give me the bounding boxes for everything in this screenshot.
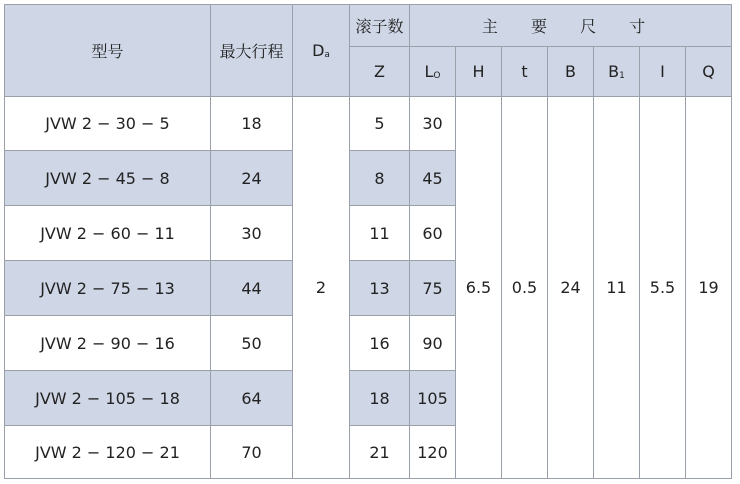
cell-z: 11 <box>350 206 410 261</box>
cell-stroke: 18 <box>211 97 293 151</box>
header-q: Q <box>686 47 732 97</box>
cell-stroke: 44 <box>211 261 293 316</box>
header-model: 型号 <box>5 5 211 97</box>
header-z: Z <box>350 47 410 97</box>
table-row <box>5 97 732 151</box>
header-roller-count: 滚子数 <box>350 5 410 47</box>
cell-model: JVW 2 − 75 − 13 <box>5 261 211 316</box>
cell-da: 2 <box>293 97 350 479</box>
cell-model: JVW 2 − 60 − 11 <box>5 206 211 261</box>
header-da-sub: a <box>324 50 330 60</box>
cell-stroke: 30 <box>211 206 293 261</box>
header-main-dims <box>410 5 732 47</box>
cell-model: JVW 2 − 45 − 8 <box>5 151 211 206</box>
header-main-dims-label: 主 要 尺 寸 <box>481 17 660 36</box>
cell-l0: 60 <box>410 206 456 261</box>
cell-l0: 45 <box>410 151 456 206</box>
header-b: B <box>548 47 594 97</box>
cell-l0: 90 <box>410 316 456 371</box>
cell-l0: 120 <box>410 426 456 479</box>
cell-t: 0.5 <box>502 97 548 479</box>
header-b1 <box>594 47 640 97</box>
header-b1-sub: 1 <box>619 71 625 81</box>
cell-stroke: 24 <box>211 151 293 206</box>
cell-z: 21 <box>350 426 410 479</box>
cell-b1: 11 <box>594 97 640 479</box>
cell-model: JVW 2 − 30 − 5 <box>5 97 211 151</box>
header-max-stroke: 最大行程 <box>211 5 293 97</box>
header-da-base: D <box>312 41 325 60</box>
spec-table <box>4 4 732 479</box>
cell-z: 18 <box>350 371 410 426</box>
cell-model: JVW 2 − 120 − 21 <box>5 426 211 479</box>
cell-i: 5.5 <box>640 97 686 479</box>
header-l0-sub: O <box>433 71 441 81</box>
cell-z: 16 <box>350 316 410 371</box>
header-l0-base: L <box>424 62 434 81</box>
cell-l0: 75 <box>410 261 456 316</box>
cell-stroke: 70 <box>211 426 293 479</box>
cell-z: 13 <box>350 261 410 316</box>
cell-stroke: 64 <box>211 371 293 426</box>
cell-l0: 30 <box>410 97 456 151</box>
cell-b: 24 <box>548 97 594 479</box>
cell-z: 8 <box>350 151 410 206</box>
cell-l0: 105 <box>410 371 456 426</box>
cell-model: JVW 2 − 105 − 18 <box>5 371 211 426</box>
cell-h: 6.5 <box>456 97 502 479</box>
header-l0 <box>410 47 456 97</box>
header-da <box>293 5 350 97</box>
header-b1-base: B <box>608 62 620 81</box>
cell-z: 5 <box>350 97 410 151</box>
cell-stroke: 50 <box>211 316 293 371</box>
header-t: t <box>502 47 548 97</box>
cell-model: JVW 2 − 90 − 16 <box>5 316 211 371</box>
header-h: H <box>456 47 502 97</box>
cell-q: 19 <box>686 97 732 479</box>
header-i: I <box>640 47 686 97</box>
